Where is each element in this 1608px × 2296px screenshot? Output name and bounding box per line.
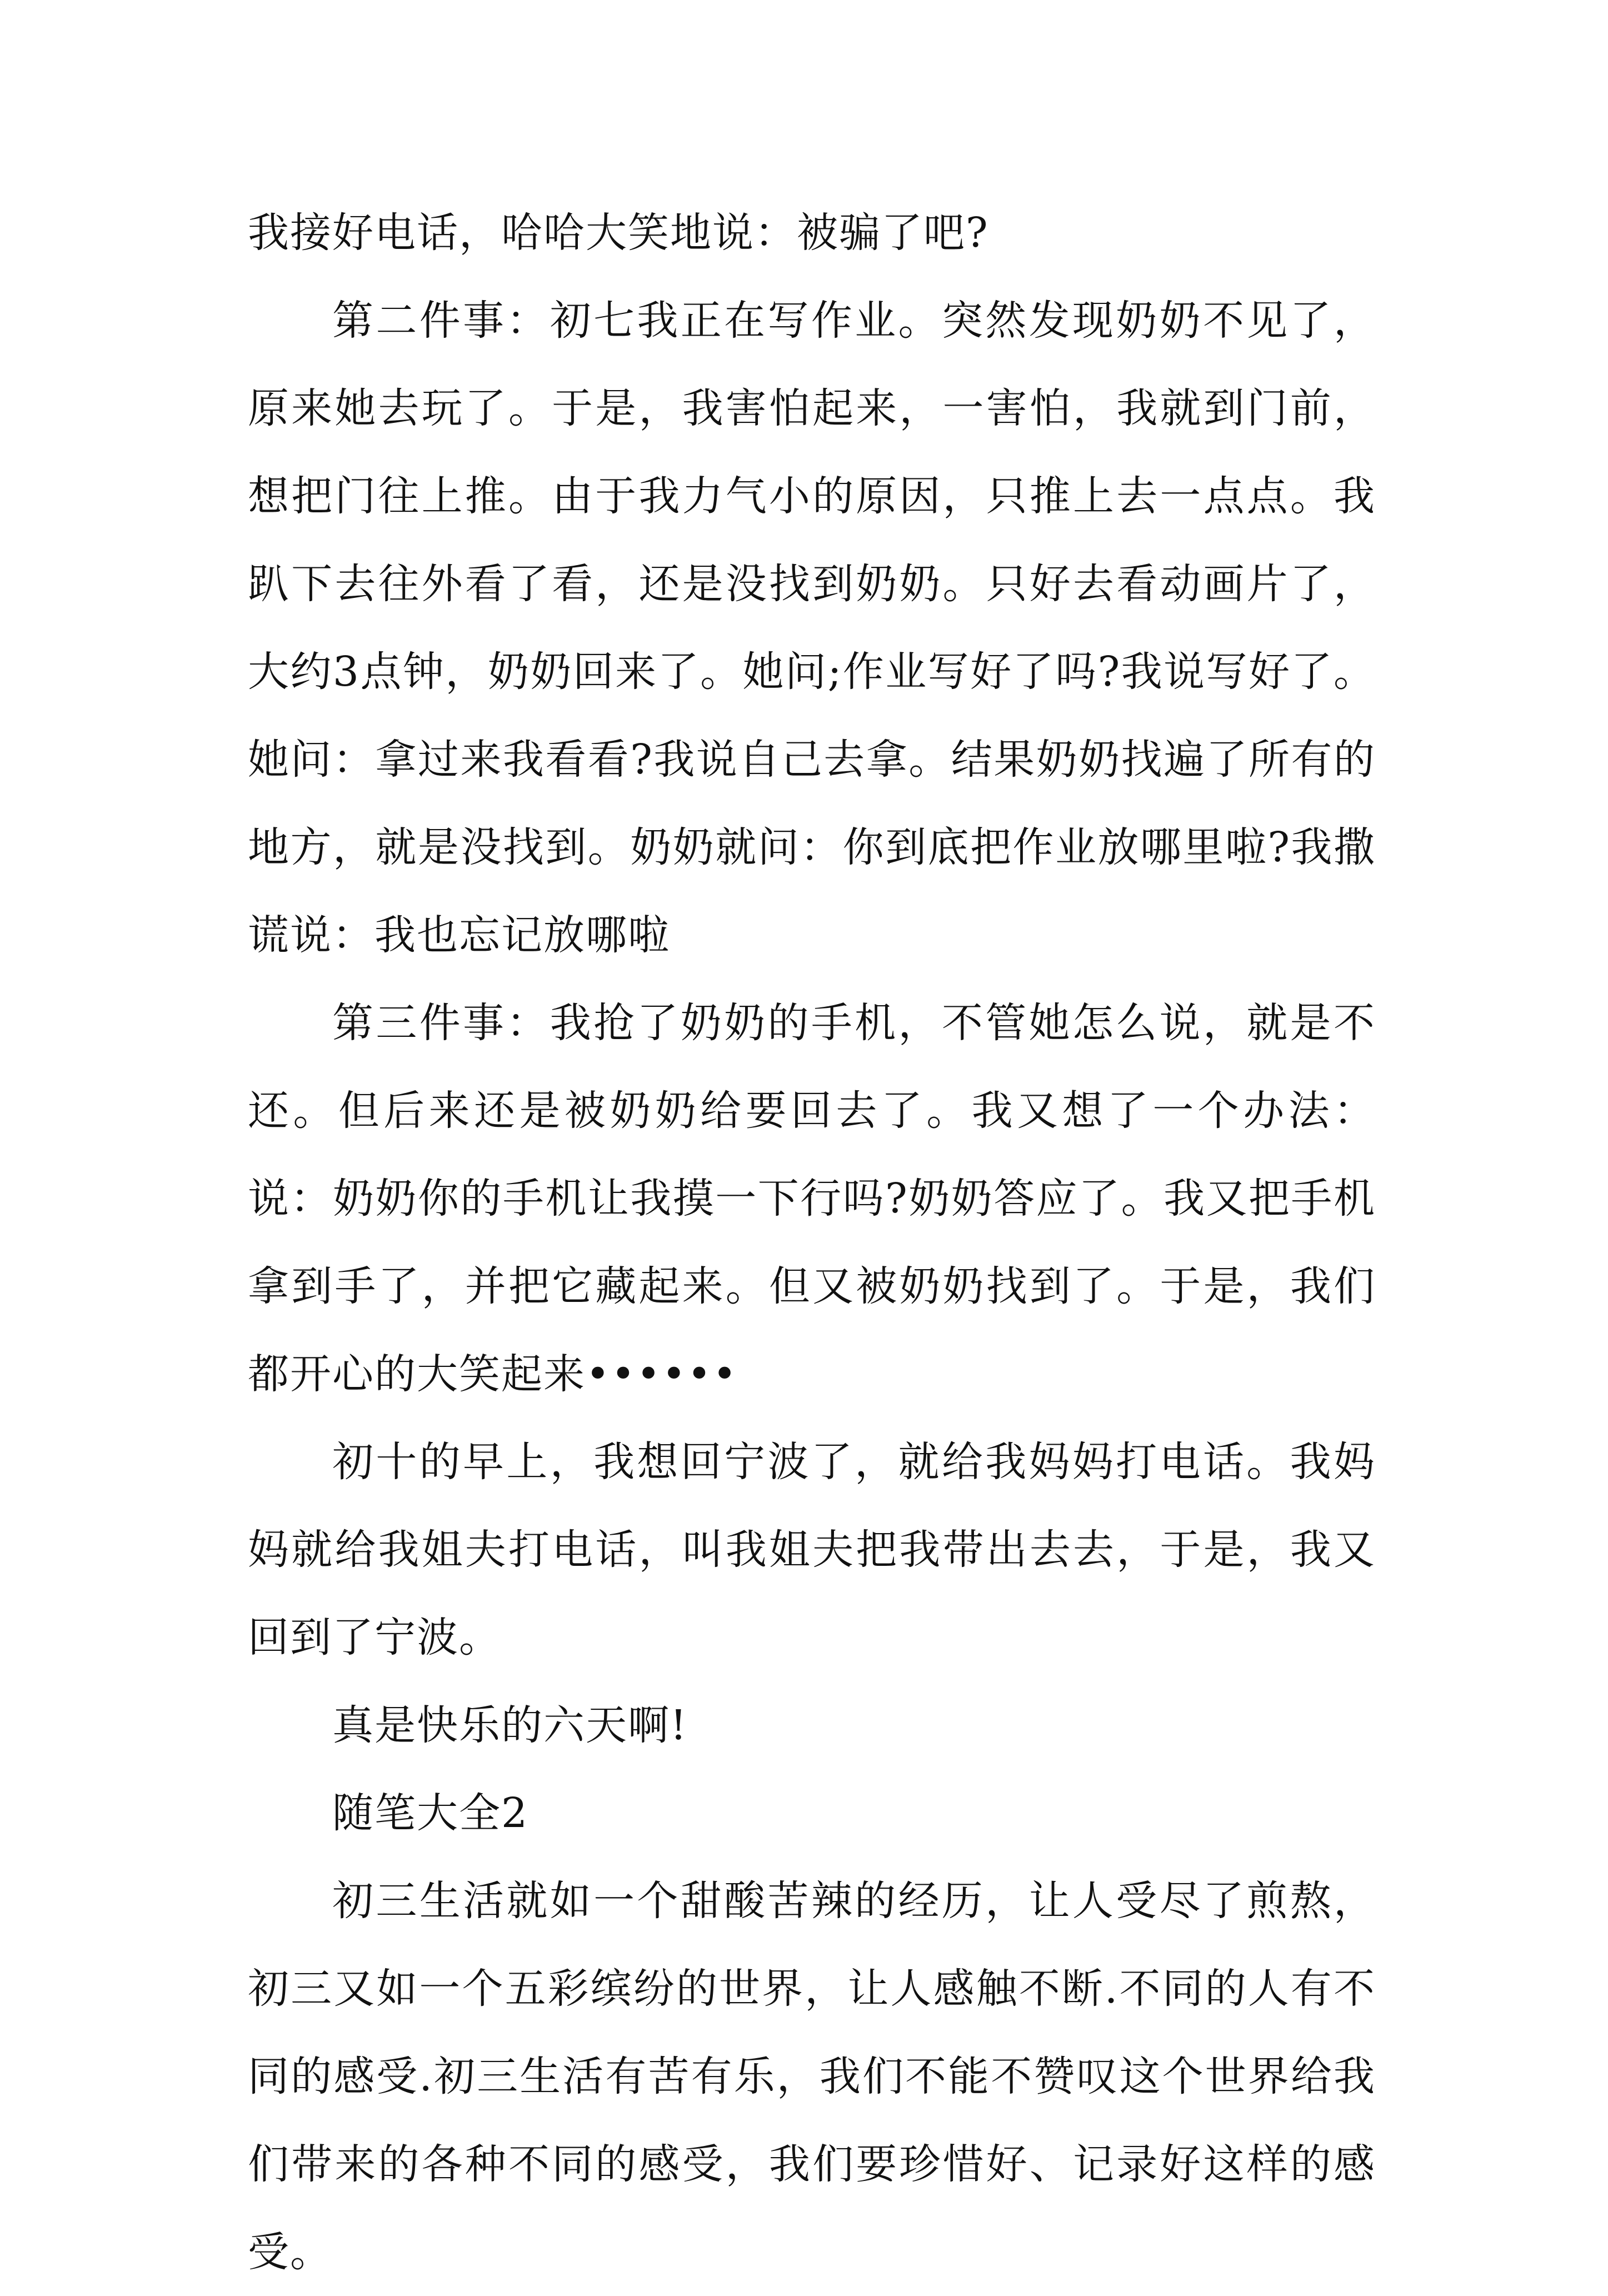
paragraph-happy-six-days: 真是快乐的六天啊!	[332, 1701, 688, 1749]
paragraph-second-event: 第二件事：初七我正在写作业。突然发现奶奶不见了，原来她去玩了。于是，我害怕起来，一害怕，我就到门前，想把门往上推。由于我力气小的原因，只推上去一点点。我趴下去往外看了看，还是没找到奶奶。只好去看动画片了，大约3点钟，奶奶回来了。她问;作业写好了吗?我说写好了。她问：拿过来我看看?我说自己去拿。结果奶奶找遍了所有的地方，就是没找到。奶奶就问：你到底把作业放哪里啦?我撒谎说：我也忘记放哪啦	[248, 297, 1376, 959]
section-title: 随笔大全2	[332, 1789, 529, 1837]
paragraph-return-ningbo: 初十的早上，我想回宁波了，就给我妈妈打电话。我妈妈就给我姐夫打电话，叫我姐夫把我带出去去，于是，我又回到了宁波。	[248, 1438, 1376, 1661]
paragraph-third-event: 第三件事：我抢了奶奶的手机，不管她怎么说，就是不还。但后来还是被奶奶给要回去了。我又想了一个办法：说：奶奶你的手机让我摸一下行吗?奶奶答应了。我又把手机拿到手了，并把它藏起来。但又被奶奶找到了。于是，我们都开心的大笑起来••••••	[248, 999, 1376, 1398]
paragraph-junior-three-life: 初三生活就如一个甜酸苦辣的经历，让人受尽了煎熬，初三又如一个五彩缤纷的世界，让人感触不断.不同的人有不同的感受.初三生活有苦有乐，我们不能不赞叹这个世界给我们带来的各种不同的感受，我们要珍惜好、记录好这样的感受。	[248, 1877, 1376, 2276]
paragraph-phone-call-ending: 我接好电话，哈哈大笑地说：被骗了吧?	[248, 209, 989, 257]
document-body	[248, 189, 1376, 2296]
